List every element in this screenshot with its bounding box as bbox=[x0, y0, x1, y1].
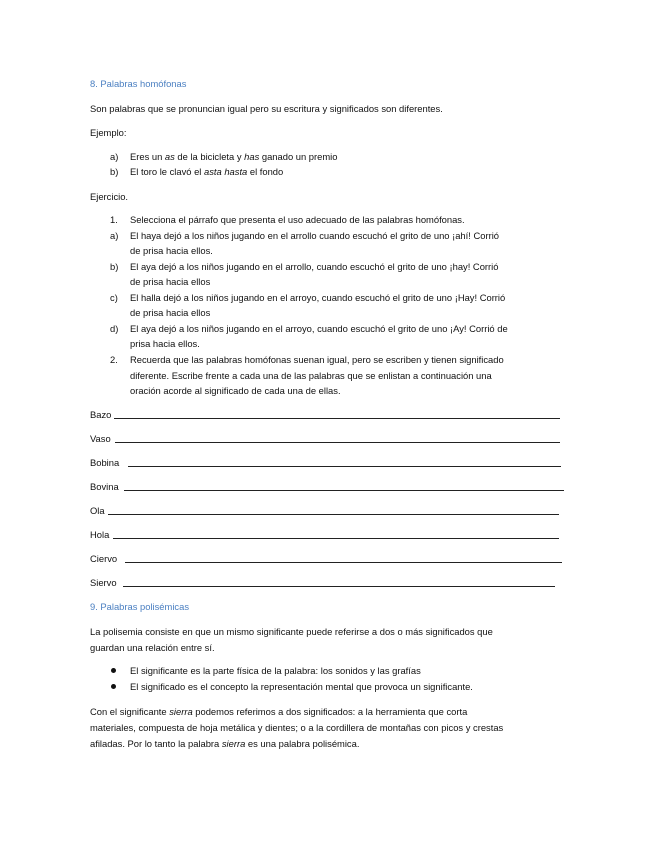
word-ola: Ola bbox=[90, 505, 105, 516]
word-ciervo: Ciervo bbox=[90, 553, 118, 564]
option-b-line2: de prisa hacia ellos bbox=[130, 276, 211, 287]
answer-line-ciervo[interactable] bbox=[125, 562, 562, 563]
section-9-intro-line1: La polisemia consiste en que un mismo significante puede referirse a dos o más significados que bbox=[90, 626, 493, 637]
sierra-paragraph-line1: Con el significante sierra podemos referimos a dos significados: a la herramienta que corta bbox=[90, 706, 468, 717]
word-bazo: Bazo bbox=[90, 409, 112, 420]
example-a-text: Eres un as de la bicicleta y has ganado un premio bbox=[130, 151, 338, 162]
answer-line-hola[interactable] bbox=[113, 538, 559, 539]
bullet-icon bbox=[111, 668, 116, 673]
option-c-line2: de prisa hacia ellos bbox=[130, 307, 211, 318]
word-hola: Hola bbox=[90, 529, 110, 540]
sierra-paragraph-line3: afiladas. Por lo tanto la palabra sierra es una palabra polisémica. bbox=[90, 738, 360, 749]
option-d-marker: d) bbox=[110, 323, 119, 334]
bullet-icon bbox=[111, 684, 116, 689]
option-d-line1: El aya dejó a los niños jugando en el arroyo, cuando escuchó el grito de uno ¡Ay! Corrió de bbox=[130, 323, 508, 334]
question-2-line1: Recuerda que las palabras homófonas suenan igual, pero se escriben y tienen significado bbox=[130, 354, 504, 365]
example-label: Ejemplo: bbox=[90, 127, 127, 138]
answer-line-ola[interactable] bbox=[108, 514, 559, 515]
exercise-label: Ejercicio. bbox=[90, 191, 129, 202]
answer-line-siervo[interactable] bbox=[123, 586, 555, 587]
section-8-intro: Son palabras que se pronuncian igual pero su escritura y significados son diferentes. bbox=[90, 103, 443, 114]
section-9-intro-line2: guardan una relación entre sí. bbox=[90, 642, 215, 653]
option-a-marker: a) bbox=[110, 230, 119, 241]
question-2-marker: 2. bbox=[110, 354, 118, 365]
section-9-heading: 9. Palabras polisémicas bbox=[90, 601, 190, 612]
answer-line-vaso[interactable] bbox=[115, 442, 560, 443]
sierra-paragraph-line2: materiales, compuesta de hoja metálica y dientes; o a la cordillera de montañas con picos y crestas bbox=[90, 722, 504, 733]
word-siervo: Siervo bbox=[90, 577, 117, 588]
answer-line-bazo[interactable] bbox=[114, 418, 560, 419]
option-a-line1: El haya dejó a los niños jugando en el arrollo cuando escuchó el grito de uno ¡ahí! Corrió bbox=[130, 230, 499, 241]
option-c-marker: c) bbox=[110, 292, 118, 303]
question-2-line2: diferente. Escribe frente a cada una de las palabras que se enlistan a continuación una bbox=[130, 370, 492, 381]
question-2-line3: oración acorde al significado de cada una de ellas. bbox=[130, 385, 341, 396]
option-b-marker: b) bbox=[110, 261, 119, 272]
option-b-line1: El aya dejó a los niños jugando en el arrollo, cuando escuchó el grito de uno ¡hay! Corrió bbox=[130, 261, 499, 272]
example-b-marker: b) bbox=[110, 166, 119, 177]
question-1-marker: 1. bbox=[110, 214, 118, 225]
question-1-text: Selecciona el párrafo que presenta el uso adecuado de las palabras homófonas. bbox=[130, 214, 465, 225]
example-b-text: El toro le clavó el asta hasta el fondo bbox=[130, 166, 284, 177]
answer-line-bovina[interactable] bbox=[124, 490, 564, 491]
option-a-line2: de prisa hacia ellos. bbox=[130, 245, 213, 256]
word-vaso: Vaso bbox=[90, 433, 111, 444]
bullet-item-1: El significante es la parte física de la palabra: los sonidos y las grafías bbox=[130, 665, 421, 676]
bullet-item-2: El significado es el concepto la representación mental que provoca un significante. bbox=[130, 681, 473, 692]
option-c-line1: El halla dejó a los niños jugando en el arroyo, cuando escuchó el grito de uno ¡Hay! Corrió bbox=[130, 292, 506, 303]
section-8-heading: 8. Palabras homófonas bbox=[90, 78, 187, 89]
word-bovina: Bovina bbox=[90, 481, 119, 492]
example-a-marker: a) bbox=[110, 151, 119, 162]
word-bobina: Bobina bbox=[90, 457, 120, 468]
option-d-line2: prisa hacia ellos. bbox=[130, 338, 200, 349]
answer-line-bobina[interactable] bbox=[128, 466, 561, 467]
